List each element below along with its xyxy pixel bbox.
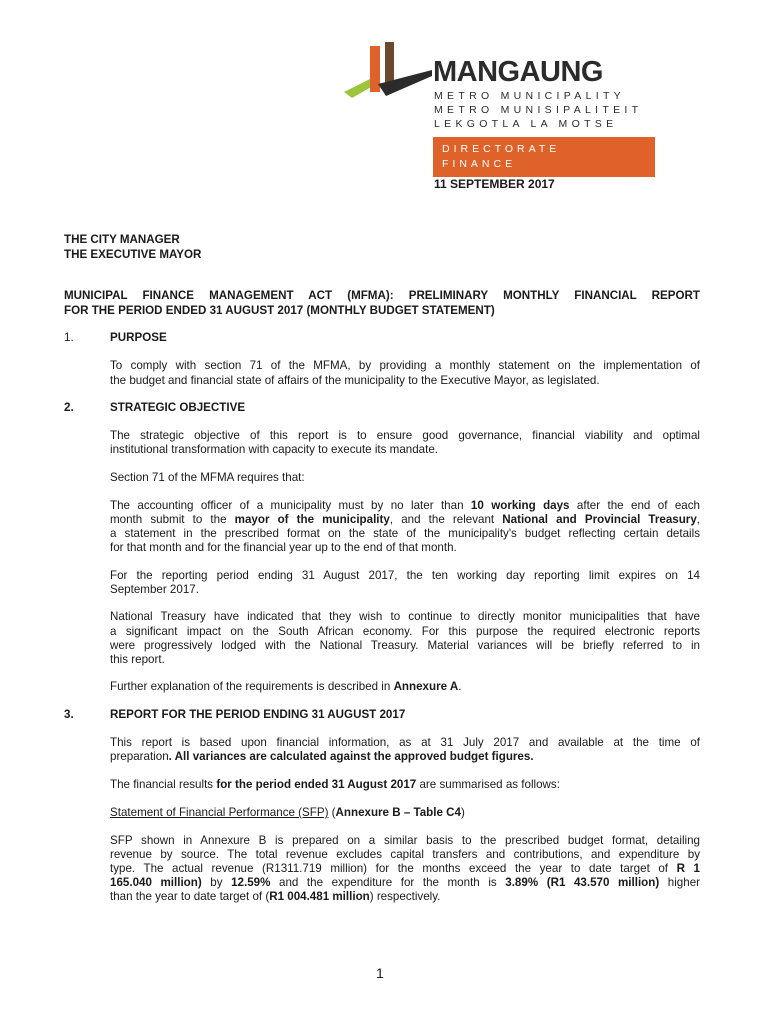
section-2-para-4-line-1: For the reporting period ending 31 August 2017, the ten working day reporting limit expires on 14	[110, 569, 700, 582]
section-3-heading: REPORT FOR THE PERIOD ENDING 31 AUGUST 2017	[110, 708, 406, 721]
section-1-heading: PURPOSE	[110, 331, 167, 344]
section-1-number: 1.	[64, 331, 74, 344]
finance-label: FINANCE	[442, 158, 517, 170]
report-title-line-2: FOR THE PERIOD ENDED 31 AUGUST 2017 (MONTHLY BUDGET STATEMENT)	[64, 304, 495, 317]
section-2-para-5-line-1: National Treasury have indicated that they wish to continue to directly monitor municipalities that have	[110, 610, 700, 623]
mangaung-logo-icon	[340, 40, 432, 102]
directorate-label: DIRECTORATE	[442, 143, 561, 155]
section-2-para-5-line-2: a significant impact on the South African economy. For this purpose the required electronic reports	[110, 625, 700, 638]
section-2-para-1-line-2: institutional transformation with capacity to execute its mandate.	[110, 443, 439, 456]
section-2-para-6: Further explanation of the requirements is described in Annexure A.	[110, 680, 462, 693]
section-3-para-1-line-2: preparation. All variances are calculated against the approved budget figures.	[110, 750, 534, 763]
addressee-line-1: THE CITY MANAGER	[64, 233, 180, 246]
brand-name: MANGAUNG	[433, 56, 603, 88]
section-2-para-3-line-4: for that month and for the financial year up to the end of that month.	[110, 541, 457, 554]
report-title-line-1: MUNICIPAL FINANCE MANAGEMENT ACT (MFMA): PRELIMINARY MONTHLY FINANCIAL REPORT	[64, 289, 700, 302]
section-3-para-3-line-2: revenue by source. The total revenue excludes capital transfers and contributions, and expenditure by	[110, 848, 700, 861]
section-2-para-1-line-1: The strategic objective of this report is to ensure good governance, financial viability and optimal	[110, 429, 700, 442]
section-2-para-5-line-3: were progressively lodged with the National Treasury. Material variances will be briefly referred to in	[110, 639, 700, 652]
brand-line-1: METRO MUNICIPALITY	[434, 90, 625, 102]
section-2-para-5-line-4: this report.	[110, 653, 165, 666]
section-2-number: 2.	[64, 401, 74, 414]
section-1-para-line-2: the budget and financial state of affairs of the municipality to the Executive Mayor, as legislated.	[110, 374, 600, 387]
page-number: 1	[376, 965, 384, 981]
section-3-para-3-line-5: than the year to date target of (R1 004.481 million) respectively.	[110, 890, 441, 903]
section-2-para-3-line-2: month submit to the mayor of the municipality, and the relevant National and Provincial Treasury,	[110, 513, 700, 526]
brand-line-3: LEKGOTLA LA MOTSE	[434, 118, 618, 130]
addressee-line-2: THE EXECUTIVE MAYOR	[64, 248, 202, 261]
section-3-number: 3.	[64, 708, 74, 721]
document-date: 11 SEPTEMBER 2017	[434, 177, 555, 191]
sfp-heading: Statement of Financial Performance (SFP) (Annexure B – Table C4)	[110, 806, 465, 819]
section-3-para-3-line-4: 165.040 million) by 12.59% and the expenditure for the month is 3.89% (R1 43.570 million) higher	[110, 876, 700, 889]
section-2-para-3-line-3: a statement in the prescribed format on the state of the municipality's budget reflecting certain details	[110, 527, 700, 540]
section-2-para-2: Section 71 of the MFMA requires that:	[110, 471, 305, 484]
section-2-heading: STRATEGIC OBJECTIVE	[110, 401, 246, 414]
section-2-para-3-line-1: The accounting officer of a municipality must by no later than 10 working days after the end of each	[110, 499, 700, 512]
section-3-para-3-line-1: SFP shown in Annexure B is prepared on a similar basis to the prescribed budget format, detailing	[110, 834, 700, 847]
directorate-banner	[433, 137, 655, 177]
section-3-para-3-line-3: type. The actual revenue (R1311.719 million) for the months exceed the year to date target of R 1	[110, 862, 701, 875]
section-1-para-line-1: To comply with section 71 of the MFMA, by providing a monthly statement on the implementation of	[110, 359, 700, 372]
section-3-para-1-line-1: This report is based upon financial information, as at 31 July 2017 and available at the time of	[110, 736, 700, 749]
brand-line-2: METRO MUNISIPALITEIT	[434, 104, 643, 116]
section-3-para-2: The financial results for the period ended 31 August 2017 are summarised as follows:	[110, 778, 560, 791]
section-2-para-4-line-2: September 2017.	[110, 583, 199, 596]
